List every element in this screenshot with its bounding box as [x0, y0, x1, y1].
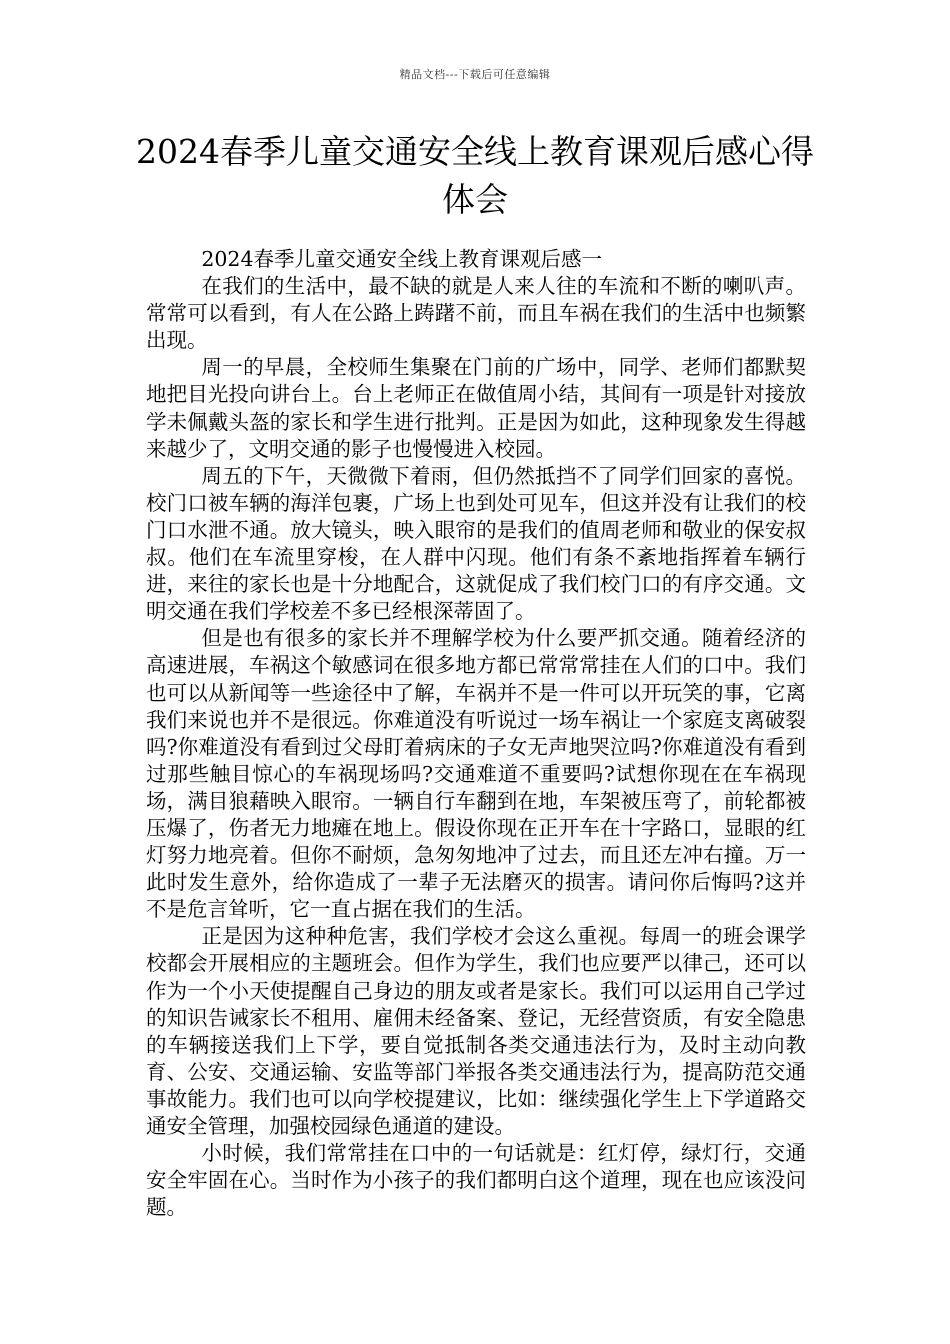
page-title: 2024春季儿童交通安全线上教育课观后感心得体会 [136, 132, 814, 219]
paragraph: 在我们的生活中，最不缺的就是人来人往的车流和不断的喇叭声。常常可以看到，有人在公路上踌躇不前，而且车祸在我们的生活中也频繁出现。 [146, 274, 806, 353]
paragraph: 但是也有很多的家长并不理解学校为什么要严抓交通。随着经济的高速进展，车祸这个敏感词在很多地方都已常常常挂在人们的口中。我们也可以从新闻等一些途径中了解，车祸并不是一件可以开玩笑的事，它离我们来说也并不是很远。你难道没有听说过一场车祸让一个家庭支离破裂吗?你难道没有看到过父母盯着病床的子女无声地哭泣吗?你难道没有看到过那些触目惊心的车祸现场吗?交通难道不重要吗?试想你现在在车祸现场，满目狼藉映入眼帘。一辆自行车翻到在地，车架被压弯了，前轮都被压爆了，伤者无力地瘫在地上。假设你现在正开车在十字路口，显眼的红灯努力地亮着。但你不耐烦，急匆匆地冲了过去，而且还左冲右撞。万一此时发生意外，给你造成了一辈子无法磨灭的损害。请问你后悔吗?这并不是危言耸听，它一直占据在我们的生活。 [146, 626, 806, 922]
section-heading: 2024春季儿童交通安全线上教育课观后感一 [201, 247, 603, 271]
article-body [146, 246, 806, 1221]
paragraph: 周一的早晨，全校师生集聚在门前的广场中，同学、老师们都默契地把目光投向讲台上。台上老师正在做值周小结，其间有一项是针对接放学未佩戴头盔的家长和学生进行批判。正是因为如此，这种现象发生得越来越少了，文明交通的影子也慢慢进入校园。 [146, 355, 806, 461]
header-note: 精品文档---下载后可任意编辑 [399, 68, 551, 81]
paragraph: 正是因为这种种危害，我们学校才会这么重视。每周一的班会课学校都会开展相应的主题班会。但作为学生，我们也应要严以律己，还可以作为一个小天使提醒自己身边的朋友或者是家长。我们可以运用自己学过的知识告诫家长不租用、雇佣未经备案、登记，无经营资质，有安全隐患的车辆接送我们上下学，要自觉抵制各类交通违法行为，及时主动向教育、公安、交通运输、安监等部门举报各类交通违法行为，提高防范交通事故能力。我们也可以向学校提建议，比如：继续强化学生上下学道路交通安全管理，加强校园绿色通道的建设。 [146, 924, 806, 1138]
paragraph: 周五的下午，天微微下着雨，但仍然抵挡不了同学们回家的喜悦。校门口被车辆的海洋包裹，广场上也到处可见车，但这并没有让我们的校门口水泄不通。放大镜头，映入眼帘的是我们的值周老师和敬业的保安叔叔。他们在车流里穿梭，在人群中闪现。他们有条不紊地指挥着车辆行进，来往的家长也是十分地配合，这就促成了我们校门口的有序交通。文明交通在我们学校差不多已经根深蒂固了。 [146, 463, 806, 624]
paragraph: 小时候，我们常常挂在口中的一句话就是：红灯停，绿灯行，交通安全牢固在心。当时作为小孩子的我们都明白这个道理，现在也应该没问题。 [146, 1141, 806, 1220]
